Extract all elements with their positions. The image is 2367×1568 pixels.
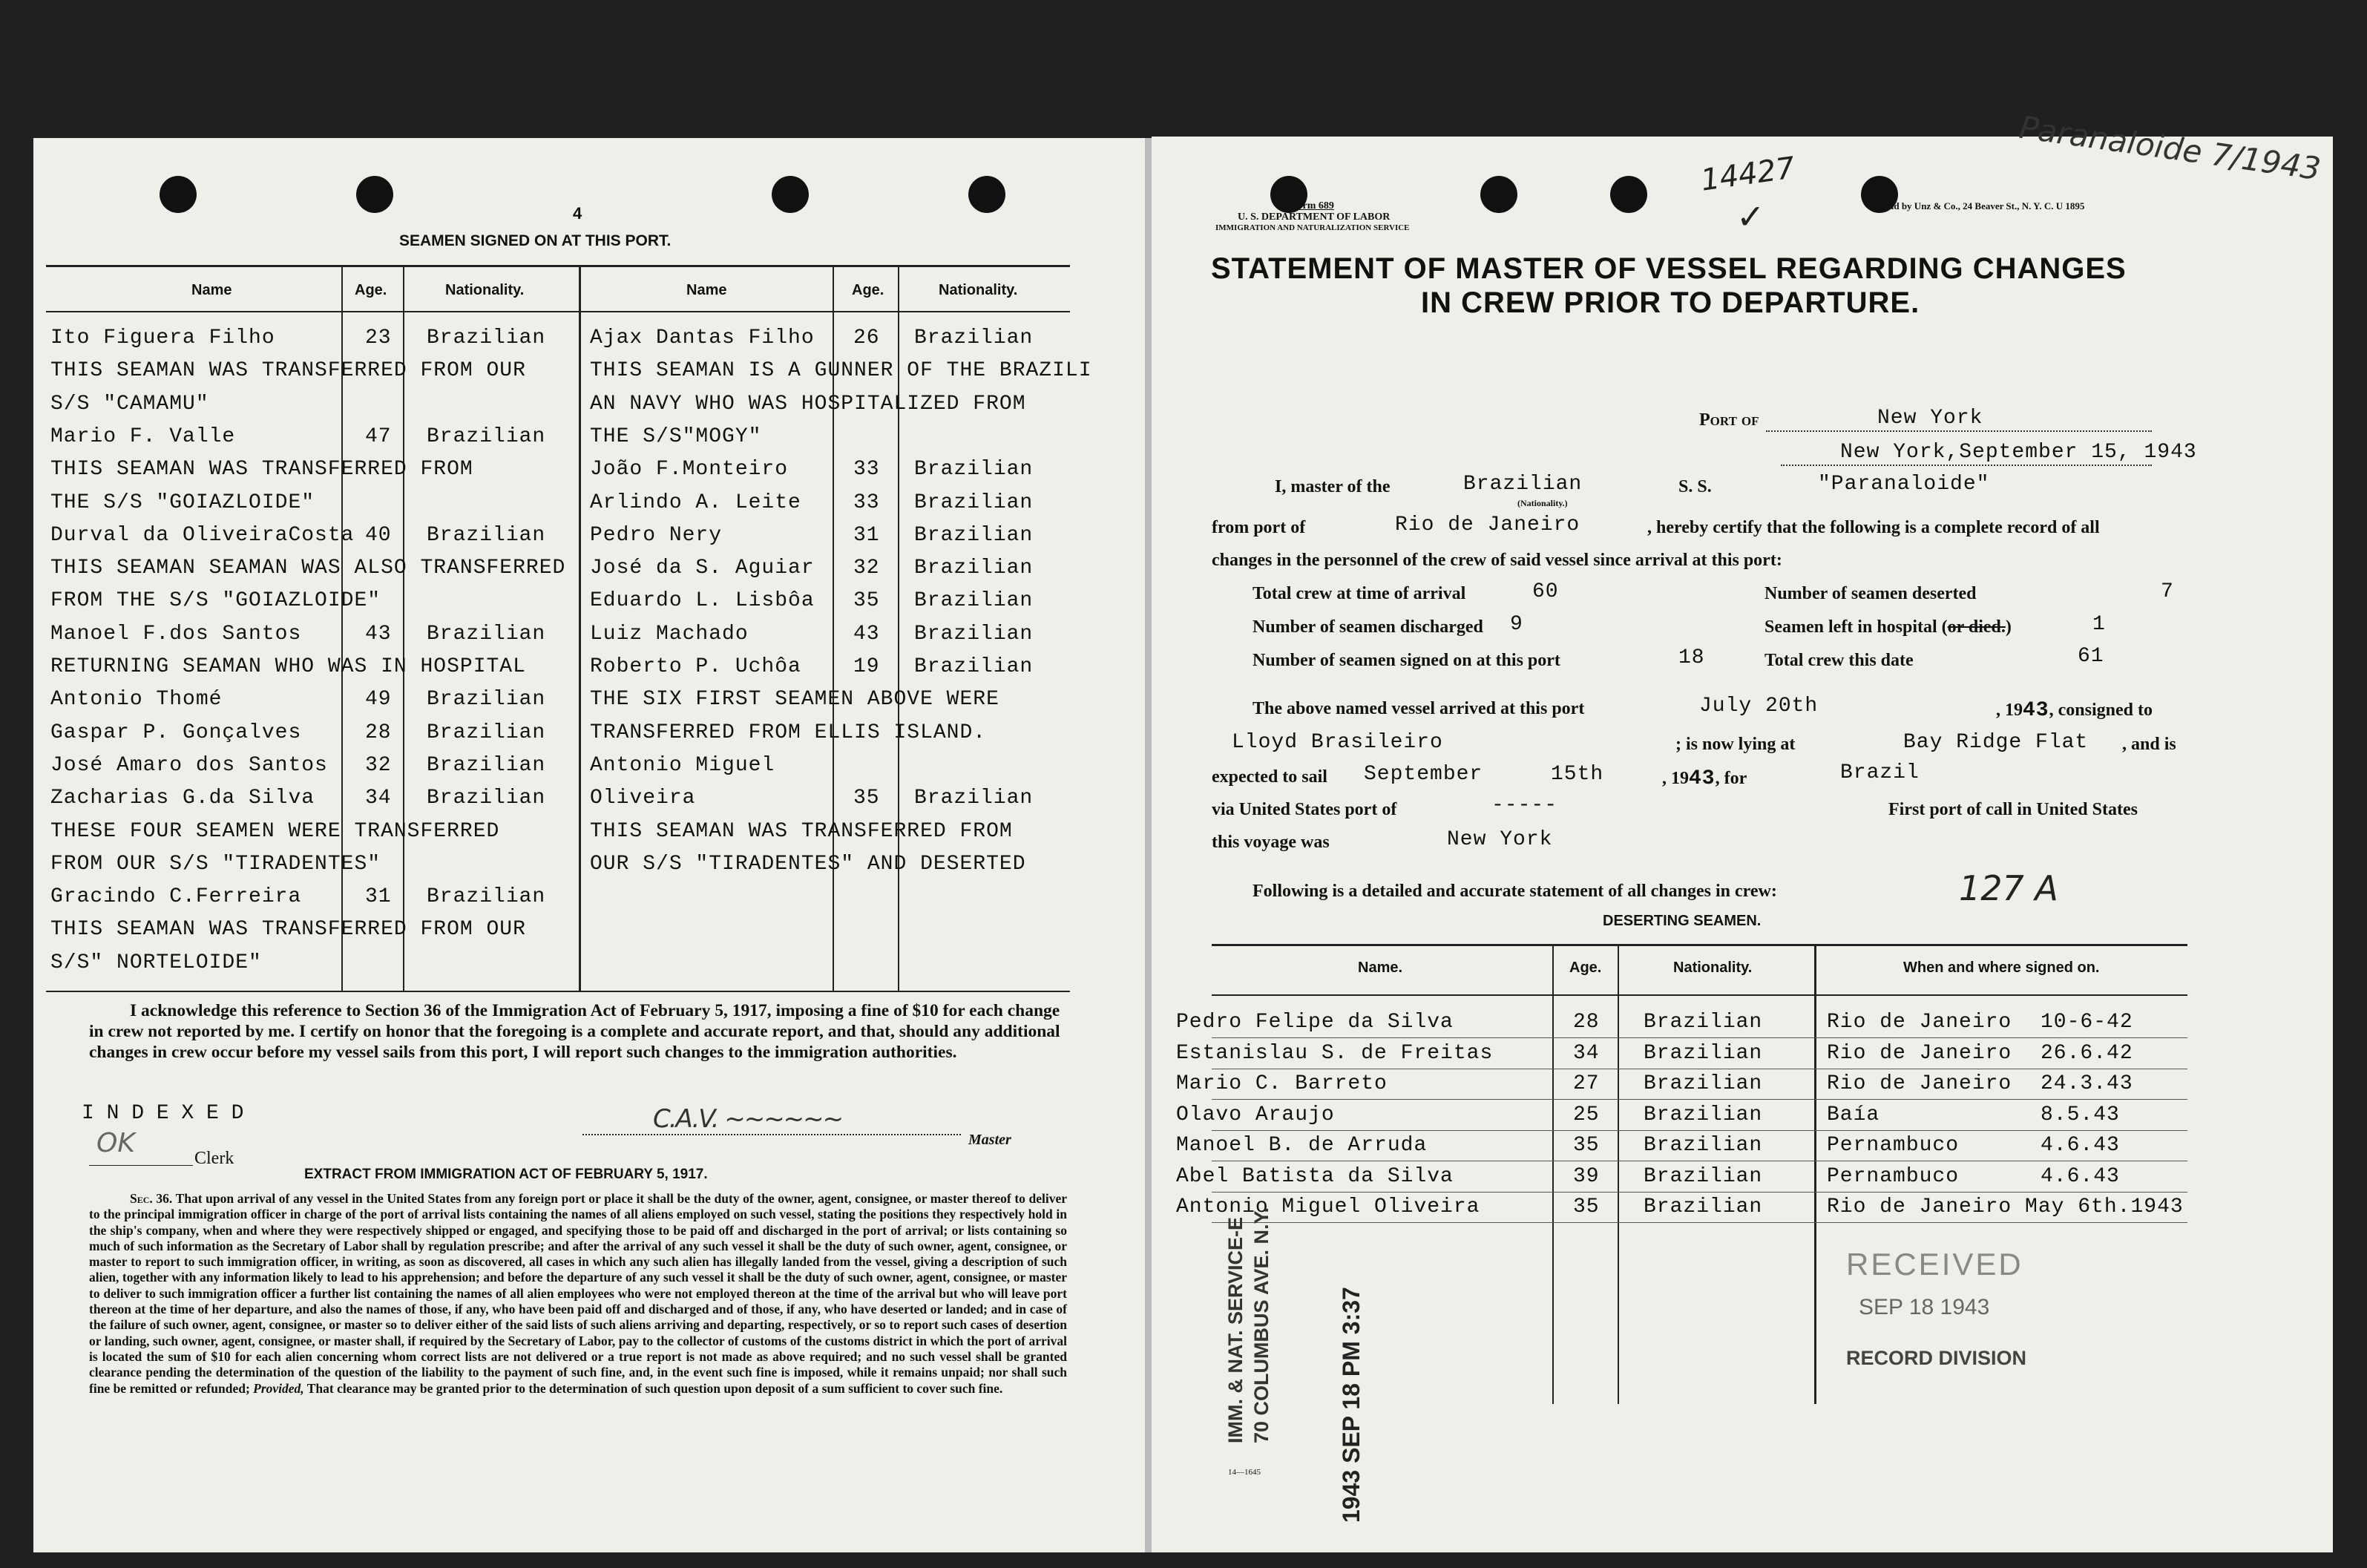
from-port-value: Rio de Janeiro: [1395, 514, 1580, 537]
footer-code: 14—1645: [1228, 1468, 1261, 1477]
section-36-text: Sec. 36. That upon arrival of any vessel in the United States from any foreign port or place it shall be the duty of the owner, agent, consignee, or master thereof to deliver to the principal immigration officer in charge of the port of arrival lists containing the names of all aliens employed on such vessel, stating the positions they respectively hold in the ship's company, when and where they were respectively shipped or engaged, and specifying those to be paid off and discharged in the port of arrival; or lists containing so much of such information as the Secretary of Labor shall by regulation prescribe; and after the arrival of any such vessel it shall be the duty of such owner, agent, consignee, or master to report to such immigration officer, in writing, as soon as discovered, all cases in which any such alien has illegally landed from the vessel, giving a description of such alien, together with any information likely to lead to his apprehension; and before the departure of any such vessel it shall be the duty of such owner, agent, consignee, or master to deliver to such immigration officer a further list containing the names of all alien employees who were not employed thereon at the time of the arrival but who will leave port thereon at the time of her departure, and also the names of those, if any, who have been paid off and discharged and of those, if any, who have deserted or landed; and in case of the failure of such owner, agent, consignee, or master so to deliver either of the said lists of such aliens arriving and departing, respectively, or so to report such cases of desertion or landing, such owner, agent, consignee, or master shall, if required by the Secretary of Labor, pay to the collector of customs of the customs district in which the port of arrival is located the sum of $10 for each alien concerning whom correct lists are not delivered or a true report is not made as above required; and no such vessel shall be granted clearance pending the determination of the question of the liability to the payment of such fine, and, in the event such fine is imposed, while it remains unpaid; nor shall such fine be remitted or refunded; Provided, That clearance may be granted prior to the determination of such question upon deposit of a sum sufficient to cover such fine.: [89, 1191, 1068, 1396]
deserter-name: Abel Batista da Silva: [1176, 1164, 1454, 1188]
deserter-signed-date: 4.6.43: [2041, 1134, 2120, 1157]
discharged-value: 9: [1510, 613, 1523, 636]
deserter-name: Mario C. Barreto: [1176, 1072, 1388, 1095]
col-header-age: Age.: [852, 282, 884, 298]
arrived-value: July 20th: [1699, 695, 1819, 718]
right-row-age: 32: [853, 557, 880, 580]
left-row-nationality: Brazilian: [427, 753, 546, 777]
nationality-caption: (Nationality.): [1517, 498, 1568, 508]
left-row-text: Durval da OliveiraCosta: [50, 523, 355, 547]
deserter-age: 35: [1573, 1195, 1600, 1218]
left-row-text: Manoel F.dos Santos: [50, 622, 302, 646]
right-row-nationality: Brazilian: [914, 491, 1034, 514]
right-row-nationality: Brazilian: [914, 787, 1034, 810]
master-label: Master: [968, 1132, 1011, 1148]
right-row-age: 19: [853, 655, 880, 678]
right-row-nationality: Brazilian: [914, 589, 1034, 613]
destination-value: Brazil: [1840, 761, 1920, 784]
hospital-label: Seamen left in hospital (or died.): [1764, 617, 2012, 637]
right-row-age: 43: [853, 622, 880, 646]
left-row-nationality: Brazilian: [427, 424, 546, 448]
deserting-col-name: Name.: [1358, 960, 1403, 976]
deserter-signed-place: Rio de Janeiro: [1827, 1072, 2012, 1095]
right-row-nationality: Brazilian: [914, 458, 1034, 482]
deserter-nationality: Brazilian: [1644, 1011, 1763, 1034]
left-row-text: THIS SEAMAN WAS TRANSFERRED FROM OUR: [50, 918, 526, 942]
lying-label: ; is now lying at: [1675, 735, 1796, 754]
right-row-text: THE S/S"MOGY": [590, 424, 762, 448]
right-row-text: THIS SEAMAN WAS TRANSFERRED FROM: [590, 819, 1013, 843]
right-row-age: 31: [853, 523, 880, 547]
left-row-text: THIS SEAMAN WAS TRANSFERRED FROM: [50, 458, 473, 482]
left-row-nationality: Brazilian: [427, 721, 546, 744]
clerk-label: Clerk: [194, 1149, 234, 1168]
consignee-value: Lloyd Brasileiro: [1232, 731, 1443, 754]
left-row-text: THIS SEAMAN SEAMAN WAS ALSO TRANSFERRED: [50, 557, 566, 580]
deserter-name: Pedro Felipe da Silva: [1176, 1011, 1454, 1034]
right-row-text: Pedro Nery: [590, 523, 723, 547]
punch-hole: [160, 176, 197, 213]
deserter-nationality: Brazilian: [1644, 1134, 1763, 1157]
right-row-text: THIS SEAMAN IS A GUNNER OF THE BRAZILI: [590, 359, 1092, 383]
right-row-age: 35: [853, 787, 880, 810]
voyage-value: New York: [1447, 828, 1553, 851]
vessel-nationality: Brazilian: [1463, 473, 1583, 496]
handwritten-file-number: 14427: [1698, 151, 1797, 198]
following-text: Following is a detailed and accurate statement of all changes in crew:: [1253, 882, 1777, 901]
port-of-value: New York: [1877, 407, 1983, 430]
left-row-age: 34: [365, 787, 392, 810]
left-row-nationality: Brazilian: [427, 787, 546, 810]
right-row-text: Ajax Dantas Filho: [590, 327, 815, 350]
deserter-signed-date: 10-6-42: [2041, 1011, 2133, 1034]
left-row-age: 23: [365, 327, 392, 350]
deserter-signed-date: 26.6.42: [2041, 1041, 2133, 1065]
deserter-signed-place: Baía: [1827, 1103, 1880, 1126]
left-row-text: Gracindo C.Ferreira: [50, 885, 302, 909]
via-label: via United States port of: [1212, 800, 1397, 819]
left-row-text: FROM OUR S/S "TIRADENTES": [50, 852, 381, 876]
deserting-col-age: Age.: [1569, 960, 1602, 976]
discharged-label: Number of seamen discharged: [1253, 617, 1483, 637]
total-date-value: 61: [2078, 645, 2104, 668]
right-row-text: OUR S/S "TIRADENTES" AND DESERTED: [590, 852, 1026, 876]
left-row-text: José Amaro dos Santos: [50, 753, 328, 777]
handwritten-127a: 127 A: [1959, 868, 2058, 908]
first-port-label: First port of call in United States: [1888, 800, 2138, 819]
col-header-name: Name: [686, 282, 727, 298]
total-arrival-value: 60: [1532, 580, 1559, 603]
vertical-stamp-line1: IMM. & NAT. SERVICE-E: [1224, 1216, 1247, 1443]
deserter-age: 39: [1573, 1164, 1600, 1188]
right-row-text: Antonio Miguel: [590, 753, 775, 777]
received-date-stamp: SEP 18 1943: [1859, 1295, 1990, 1319]
right-row-text: José da S. Aguiar: [590, 557, 815, 580]
left-row-age: 43: [365, 622, 392, 646]
right-row-text: Eduardo L. Lisbôa: [590, 589, 815, 613]
statement-title-line1: STATEMENT OF MASTER OF VESSEL REGARDING CHANGES: [1211, 252, 2127, 285]
deserter-nationality: Brazilian: [1644, 1164, 1763, 1188]
right-row-age: 33: [853, 491, 880, 514]
left-row-text: Zacharias G.da Silva: [50, 787, 315, 810]
arrived-label: The above named vessel arrived at this port: [1253, 699, 1585, 718]
deserter-signed-place: Pernambuco: [1827, 1134, 1960, 1157]
deserter-age: 28: [1573, 1011, 1600, 1034]
right-row-text: Luiz Machado: [590, 622, 749, 646]
deserter-nationality: Brazilian: [1644, 1041, 1763, 1065]
col-header-name: Name: [191, 282, 232, 298]
deserting-col-nationality: Nationality.: [1673, 960, 1753, 976]
page-gutter: [1145, 138, 1152, 1552]
col-header-age: Age.: [355, 282, 387, 298]
left-row-nationality: Brazilian: [427, 885, 546, 909]
ship-name: "Paranaloide": [1818, 473, 1990, 496]
master-of-label: I, master of the: [1275, 477, 1391, 496]
signed-on-heading: SEAMEN SIGNED ON AT THIS PORT.: [399, 232, 672, 249]
date-value: New York,September 15, 1943: [1840, 441, 2197, 464]
deserter-nationality: Brazilian: [1644, 1072, 1763, 1095]
punch-hole: [1610, 176, 1647, 213]
statement-title-line2: IN CREW PRIOR TO DEPARTURE.: [1421, 286, 1920, 319]
deserter-name: Estanislau S. de Freitas: [1176, 1041, 1494, 1065]
deserter-signed-date: 24.3.43: [2041, 1072, 2133, 1095]
punch-hole: [1480, 176, 1517, 213]
col-header-nationality: Nationality.: [939, 282, 1018, 298]
received-stamp: RECEIVED: [1846, 1247, 2023, 1282]
extract-title: EXTRACT FROM IMMIGRATION ACT OF FEBRUARY 5, 1917.: [304, 1167, 708, 1182]
left-row-age: 28: [365, 721, 392, 744]
dept-label: U. S. DEPARTMENT OF LABOR: [1238, 211, 1391, 223]
deserter-nationality: Brazilian: [1644, 1103, 1763, 1126]
punch-hole: [356, 176, 393, 213]
deserter-age: 25: [1573, 1103, 1600, 1126]
left-row-age: 49: [365, 688, 392, 712]
left-row-text: S/S "CAMAMU": [50, 392, 209, 416]
right-row-nationality: Brazilian: [914, 557, 1034, 580]
left-row-nationality: Brazilian: [427, 327, 546, 350]
left-row-text: Mario F. Valle: [50, 424, 236, 448]
total-arrival-label: Total crew at time of arrival: [1253, 584, 1466, 603]
sail-month: September: [1364, 763, 1483, 786]
deserter-signed-place: Rio de Janeiro: [1827, 1011, 2012, 1034]
indexed-stamp: I N D E X E D: [82, 1102, 244, 1125]
sail-label: expected to sail: [1212, 767, 1327, 787]
clerk-mark: OK: [96, 1128, 135, 1158]
hospital-value: 1: [2092, 613, 2106, 636]
left-row-text: THESE FOUR SEAMEN WERE TRANSFERRED: [50, 819, 500, 843]
from-port-label: from port of: [1212, 518, 1306, 537]
deserted-label: Number of seamen deserted: [1764, 584, 1977, 603]
deserter-name: Olavo Araujo: [1176, 1103, 1335, 1126]
left-row-age: 31: [365, 885, 392, 909]
vertical-stamp-date: 1943 SEP 18 PM 3:37: [1338, 1287, 1365, 1523]
col-header-nationality: Nationality.: [445, 282, 525, 298]
left-row-nationality: Brazilian: [427, 622, 546, 646]
via-value: -----: [1491, 794, 1558, 817]
deserted-value: 7: [2161, 580, 2174, 603]
left-row-text: Gaspar P. Gonçalves: [50, 721, 302, 744]
form-number: Form 689: [1291, 200, 1334, 211]
check-mark: ✓: [1736, 197, 1765, 237]
ss-label: S. S.: [1678, 477, 1712, 496]
signed-on-label: Number of seamen signed on at this port: [1253, 651, 1560, 670]
punch-hole: [772, 176, 809, 213]
right-row-text: Arlindo A. Leite: [590, 491, 801, 514]
left-row-nationality: Brazilian: [427, 523, 546, 547]
right-row-text: THE SIX FIRST SEAMEN ABOVE WERE: [590, 688, 999, 712]
service-label: IMMIGRATION AND NATURALIZATION SERVICE: [1215, 223, 1410, 232]
deserter-age: 35: [1573, 1134, 1600, 1157]
voyage-label: this voyage was: [1212, 833, 1330, 852]
left-row-text: S/S" NORTELOIDE": [50, 951, 262, 974]
deserter-name: Manoel B. de Arruda: [1176, 1134, 1428, 1157]
arrived-year-label: , 1943, consigned to: [1996, 699, 2153, 722]
left-row-nationality: Brazilian: [427, 688, 546, 712]
punch-hole: [968, 176, 1005, 213]
left-row-age: 47: [365, 424, 392, 448]
left-row-text: THIS SEAMAN WAS TRANSFERRED FROM OUR: [50, 359, 526, 383]
deserter-signed-date: 8.5.43: [2041, 1103, 2120, 1126]
left-row-age: 32: [365, 753, 392, 777]
deserter-nationality: Brazilian: [1644, 1195, 1763, 1218]
vertical-stamp-line2: 70 COLUMBUS AVE. N.Y.: [1250, 1207, 1273, 1443]
sail-day: 15th: [1551, 763, 1604, 786]
page-number: 4: [573, 204, 582, 223]
left-row-age: 40: [365, 523, 392, 547]
right-row-text: AN NAVY WHO WAS HOSPITALIZED FROM: [590, 392, 1026, 416]
right-row-text: TRANSFERRED FROM ELLIS ISLAND.: [590, 721, 987, 744]
total-date-label: Total crew this date: [1764, 651, 1914, 670]
right-row-age: 35: [853, 589, 880, 613]
left-row-text: THE S/S "GOIAZLOIDE": [50, 491, 315, 514]
right-row-age: 26: [853, 327, 880, 350]
handwritten-ship-note: Paranaloide 7/1943: [2017, 108, 2323, 188]
deserter-name: Antonio Miguel Oliveira: [1176, 1195, 1480, 1218]
deserter-signed-place: Rio de Janeiro: [1827, 1041, 2012, 1065]
deserter-signed-date: 4.6.43: [2041, 1164, 2120, 1188]
right-row-text: João F.Monteiro: [590, 458, 789, 482]
left-row-text: Antonio Thomé: [50, 688, 223, 712]
right-row-nationality: Brazilian: [914, 523, 1034, 547]
deserter-age: 34: [1573, 1041, 1600, 1065]
deserting-col-signed-on: When and where signed on.: [1903, 960, 2100, 976]
deserter-signed-place: Pernambuco: [1827, 1164, 1960, 1188]
changes-text: changes in the personnel of the crew of said vessel since arrival at this port:: [1212, 551, 1782, 570]
deserting-heading: DESERTING SEAMEN.: [1603, 913, 1762, 929]
left-row-text: FROM THE S/S "GOIAZLOIDE": [50, 589, 381, 613]
and-is-label: , and is: [2122, 735, 2176, 754]
right-row-age: 33: [853, 458, 880, 482]
deserter-signed-place: Rio de Janeiro May 6th.1943: [1827, 1195, 2184, 1218]
right-row-text: Roberto P. Uchôa: [590, 655, 801, 678]
left-row-text: RETURNING SEAMAN WHO WAS IN HOSPITAL: [50, 655, 526, 678]
port-of-label: Port of: [1699, 410, 1759, 430]
deserter-age: 27: [1573, 1072, 1600, 1095]
lying-value: Bay Ridge Flat: [1903, 731, 2089, 754]
right-row-text: Oliveira: [590, 787, 696, 810]
signed-on-value: 18: [1678, 646, 1705, 669]
sold-by-label: Sold by Unz & Co., 24 Beaver St., N. Y. C. U 1895: [1881, 200, 2085, 211]
left-row-text: Ito Figuera Filho: [50, 327, 275, 350]
acknowledgment-text: I acknowledge this reference to Section 36 of the Immigration Act of February 5, 1917, imposing a fine of $10 for each change in crew not reported by me. I certify on honor that the foregoing is a complete and accurate report, and that, should any additional changes in crew occur before my vessel sails from this port, I will report such changes to the immigration authorities.: [89, 1001, 1060, 1062]
right-row-nationality: Brazilian: [914, 622, 1034, 646]
record-division-stamp: RECORD DIVISION: [1846, 1347, 2027, 1369]
master-signature: C.A.V. ~~~~~~: [653, 1104, 843, 1134]
certify-text: , hereby certify that the following is a complete record of all: [1647, 518, 2100, 537]
right-row-nationality: Brazilian: [914, 327, 1034, 350]
sail-year: , 1943, for: [1662, 767, 1747, 790]
right-row-nationality: Brazilian: [914, 655, 1034, 678]
